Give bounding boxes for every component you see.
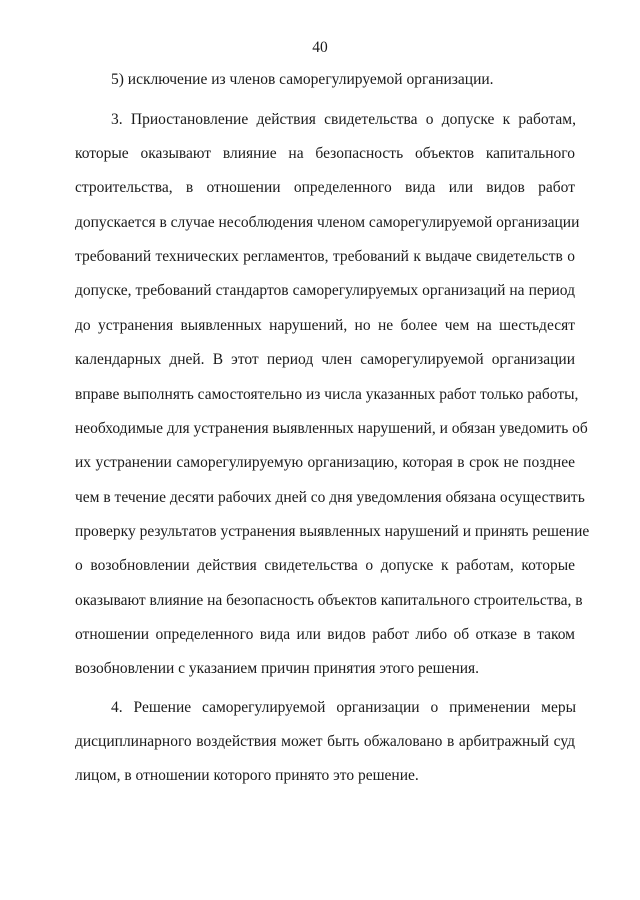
paragraph-3-line: требований технических регламентов, требований к выдаче свидетельств о: [75, 248, 575, 265]
paragraph-4-line: лицом, в отношении которого принято это решение.: [75, 767, 419, 784]
paragraph-3-line: возобновлении с указанием причин принятия этого решения.: [75, 660, 480, 677]
paragraph-3-line: отношении определенного вида или видов работ либо об отказе в таком: [75, 626, 575, 643]
paragraph-3-line: вправе выполнять самостоятельно из числа указанных работ только работы,: [75, 386, 579, 403]
paragraph-3-line: календарных дней. В этот период член саморегулируемой организации: [75, 351, 575, 368]
paragraph-3-line: допускается в случае несоблюдения членом саморегулируемой организации: [75, 214, 580, 231]
paragraph-4-line: 4. Решение саморегулируемой организации о применении меры: [111, 699, 576, 716]
paragraph-3-line: оказывают влияние на безопасность объектов капитального строительства, в: [75, 592, 583, 609]
paragraph-3-line: чем в течение десяти рабочих дней со дня уведомления обязана осуществить: [75, 489, 585, 506]
paragraph-3-line: необходимые для устранения выявленных нарушений, и обязан уведомить об: [75, 420, 588, 437]
paragraph-3-line: до устранения выявленных нарушений, но не более чем на шестьдесят: [75, 317, 575, 334]
item-5-line: 5) исключение из членов саморегулируемой организации.: [111, 71, 494, 88]
paragraph-3-line: о возобновлении действия свидетельства о допуске к работам, которые: [75, 557, 575, 574]
paragraph-3-line: строительства, в отношении определенного вида или видов работ: [75, 179, 575, 196]
paragraph-4-line: дисциплинарного воздействия может быть обжаловано в арбитражный суд: [75, 733, 575, 750]
paragraph-3-line: которые оказывают влияние на безопасность объектов капитального: [75, 145, 575, 162]
page-number: 40: [312, 39, 328, 56]
paragraph-3-line: 3. Приостановление действия свидетельства о допуске к работам,: [111, 111, 576, 128]
paragraph-3-line: их устранении саморегулируемую организацию, которая в срок не позднее: [75, 454, 575, 471]
paragraph-3-line: допуске, требований стандартов саморегулируемых организаций на период: [75, 282, 575, 299]
paragraph-3-line: проверку результатов устранения выявленных нарушений и принять решение: [75, 523, 590, 540]
